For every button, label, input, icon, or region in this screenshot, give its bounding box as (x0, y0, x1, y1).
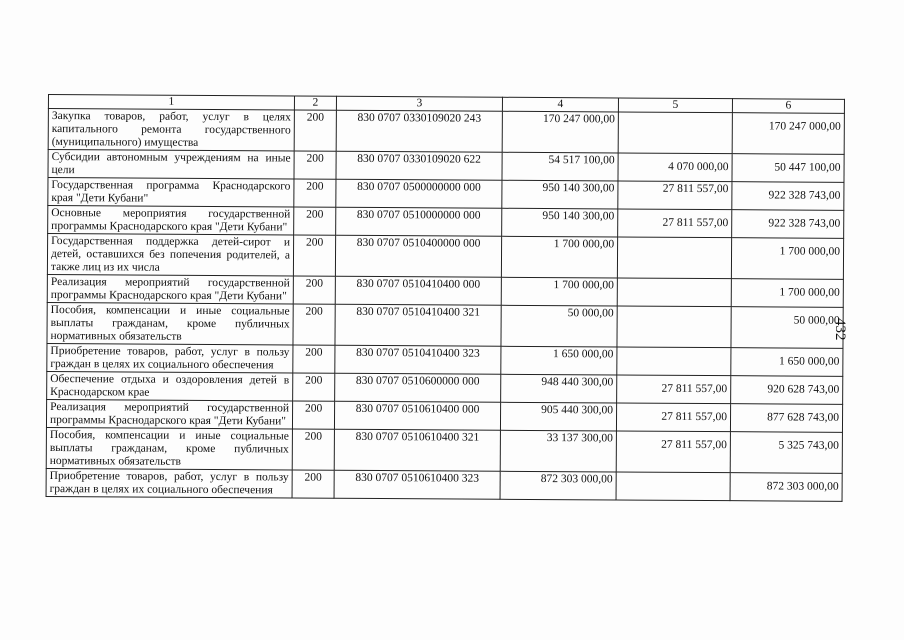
row-ministry: 200 (292, 429, 334, 470)
table-row (48, 206, 844, 239)
row-code: 830 0707 0330109020 622 (336, 151, 502, 180)
header-cell-3: 3 (336, 96, 502, 111)
row-code: 830 0707 0510610400 323 (334, 470, 500, 499)
row-col4 (501, 277, 617, 306)
row-col5 (617, 306, 731, 348)
row-name: Приобретение товаров, работ, услуг в пользу граждан в целях их социального обеспечения (46, 468, 292, 498)
value: 905 440 300,00 (541, 404, 614, 417)
row-ministry: 200 (293, 345, 335, 373)
row-col6 (731, 307, 843, 349)
row-col4 (500, 430, 616, 472)
table-row (47, 343, 843, 376)
value: 950 140 300,00 (542, 182, 615, 195)
row-col5 (618, 181, 732, 210)
table-row (47, 234, 843, 280)
row-ministry: 200 (292, 470, 334, 498)
row-code: 830 0707 0510610400 000 (334, 401, 500, 430)
row-name: Реализация мероприятий государственной программы Краснодарского края "Дети Кубани" (47, 274, 293, 304)
header-cell-2: 2 (294, 96, 336, 110)
value: 54 517 100,00 (548, 154, 615, 167)
value: 1 650 000,00 (778, 355, 840, 368)
header-cell-6: 6 (732, 99, 844, 114)
row-code: 830 0707 0510410400 321 (335, 304, 501, 346)
table-row (46, 468, 842, 501)
row-code: 830 0707 0510400000 000 (335, 235, 501, 277)
row-code: 830 0707 0510410400 000 (335, 276, 501, 305)
row-col6 (732, 113, 844, 155)
row-name: Пособия, компенсации и иные социальные выплаты гражданам, кроме публичных нормативных обязательств (47, 302, 293, 345)
row-ministry: 200 (294, 110, 336, 151)
row-name: Приобретение товаров, работ, услуг в пользу граждан в целях их социального обеспечения (47, 343, 293, 373)
row-ministry: 200 (294, 179, 336, 207)
value: 27 811 557,00 (661, 410, 728, 424)
table-row (46, 427, 842, 473)
row-ministry: 200 (294, 207, 336, 235)
value: 50 000,00 (793, 314, 840, 327)
row-col6 (730, 432, 842, 474)
row-col6 (731, 348, 843, 377)
row-col5 (618, 153, 732, 182)
row-col5 (618, 209, 732, 238)
row-col5 (617, 375, 731, 404)
value: 1 700 000,00 (779, 286, 840, 299)
header-cell-5: 5 (618, 98, 732, 113)
table-row (46, 399, 842, 432)
row-col5 (617, 278, 731, 307)
row-code: 830 0707 0510410400 323 (335, 345, 501, 374)
value: 948 440 300,00 (541, 376, 614, 389)
row-col4 (501, 305, 617, 347)
row-col6 (730, 404, 842, 433)
row-col5 (617, 237, 731, 279)
row-col4 (502, 111, 618, 153)
row-col6 (730, 473, 842, 502)
row-ministry: 200 (293, 373, 335, 401)
row-col6 (732, 210, 844, 239)
row-name: Закупка товаров, работ, услуг в целях капитального ремонта государственного (муниципального) имущества (48, 109, 294, 152)
row-col5 (616, 403, 730, 432)
row-code: 830 0707 0330109020 243 (336, 110, 502, 152)
value: 1 700 000,00 (553, 279, 614, 292)
row-col5 (616, 472, 730, 501)
row-name: Субсидии автономным учреждениям на иные цели (48, 150, 294, 180)
row-col5 (617, 347, 731, 376)
row-name: Пособия, компенсации и иные социальные выплаты гражданам, кроме публичных нормативных обязательств (46, 427, 292, 470)
row-col4 (502, 152, 618, 181)
budget-table (46, 94, 845, 502)
row-ministry: 200 (293, 235, 335, 276)
value: 1 700 000,00 (553, 238, 615, 251)
row-col4 (501, 346, 617, 375)
row-name: Государственная поддержка детей-сирот и детей, оставшихся без попечения родителей, а также лиц из их числа (47, 234, 293, 277)
row-col4 (502, 208, 618, 237)
row-ministry: 200 (293, 276, 335, 304)
row-col4 (501, 374, 617, 403)
value: 950 140 300,00 (542, 210, 615, 223)
header-cell-1: 1 (48, 95, 294, 111)
row-name: Обеспечение отдыха и оздоровления детей в Краснодарском крае (47, 371, 293, 401)
table-row (47, 274, 843, 307)
value: 27 811 557,00 (661, 382, 728, 396)
header-cell-4: 4 (502, 97, 618, 112)
row-code: 830 0707 0510610400 321 (334, 429, 500, 471)
row-name: Реализация мероприятий государственной программы Краснодарского края "Дети Кубани" (46, 399, 292, 429)
row-code: 830 0707 0500000000 000 (336, 179, 502, 208)
value: 33 137 300,00 (546, 432, 613, 445)
row-code: 830 0707 0510000000 000 (336, 207, 502, 236)
row-col4 (501, 236, 617, 278)
value: 27 811 557,00 (661, 438, 727, 452)
row-col6 (732, 182, 844, 211)
row-col4 (500, 471, 616, 500)
value: 5 325 743,00 (778, 439, 839, 452)
row-col6 (731, 238, 843, 280)
value: 50 447 100,00 (774, 161, 841, 174)
value: 1 700 000,00 (779, 245, 841, 258)
value: 1 650 000,00 (553, 348, 614, 361)
value: 922 328 743,00 (768, 217, 841, 230)
value: 170 247 000,00 (768, 120, 841, 133)
value: 920 628 743,00 (767, 383, 840, 396)
value: 877 628 743,00 (767, 411, 840, 424)
row-code: 830 0707 0510600000 000 (335, 373, 501, 402)
row-name: Основные мероприятия государственной программы Краснодарского края "Дети Кубани" (48, 206, 294, 236)
value: 922 328 743,00 (768, 189, 841, 202)
value: 872 303 000,00 (766, 480, 839, 493)
row-col4 (500, 402, 616, 431)
value: 27 811 557,00 (662, 216, 729, 230)
value: 4 070 000,00 (668, 160, 729, 174)
row-col6 (731, 279, 843, 308)
row-col5 (618, 112, 732, 154)
row-col6 (732, 154, 844, 183)
row-col6 (731, 376, 843, 405)
value: 170 247 000,00 (542, 113, 615, 126)
row-col4 (502, 180, 618, 209)
row-name: Государственная программа Краснодарского края "Дети Кубани" (48, 178, 294, 208)
row-ministry: 200 (294, 151, 336, 179)
value: 50 000,00 (567, 307, 614, 320)
row-ministry: 200 (292, 401, 334, 429)
value: 27 811 557,00 (662, 182, 729, 196)
table-row (47, 302, 843, 348)
page-number: 432 (832, 318, 848, 341)
value: 872 303 000,00 (540, 473, 613, 486)
table-row (48, 109, 844, 155)
row-col5 (616, 431, 730, 473)
row-ministry: 200 (293, 304, 335, 345)
